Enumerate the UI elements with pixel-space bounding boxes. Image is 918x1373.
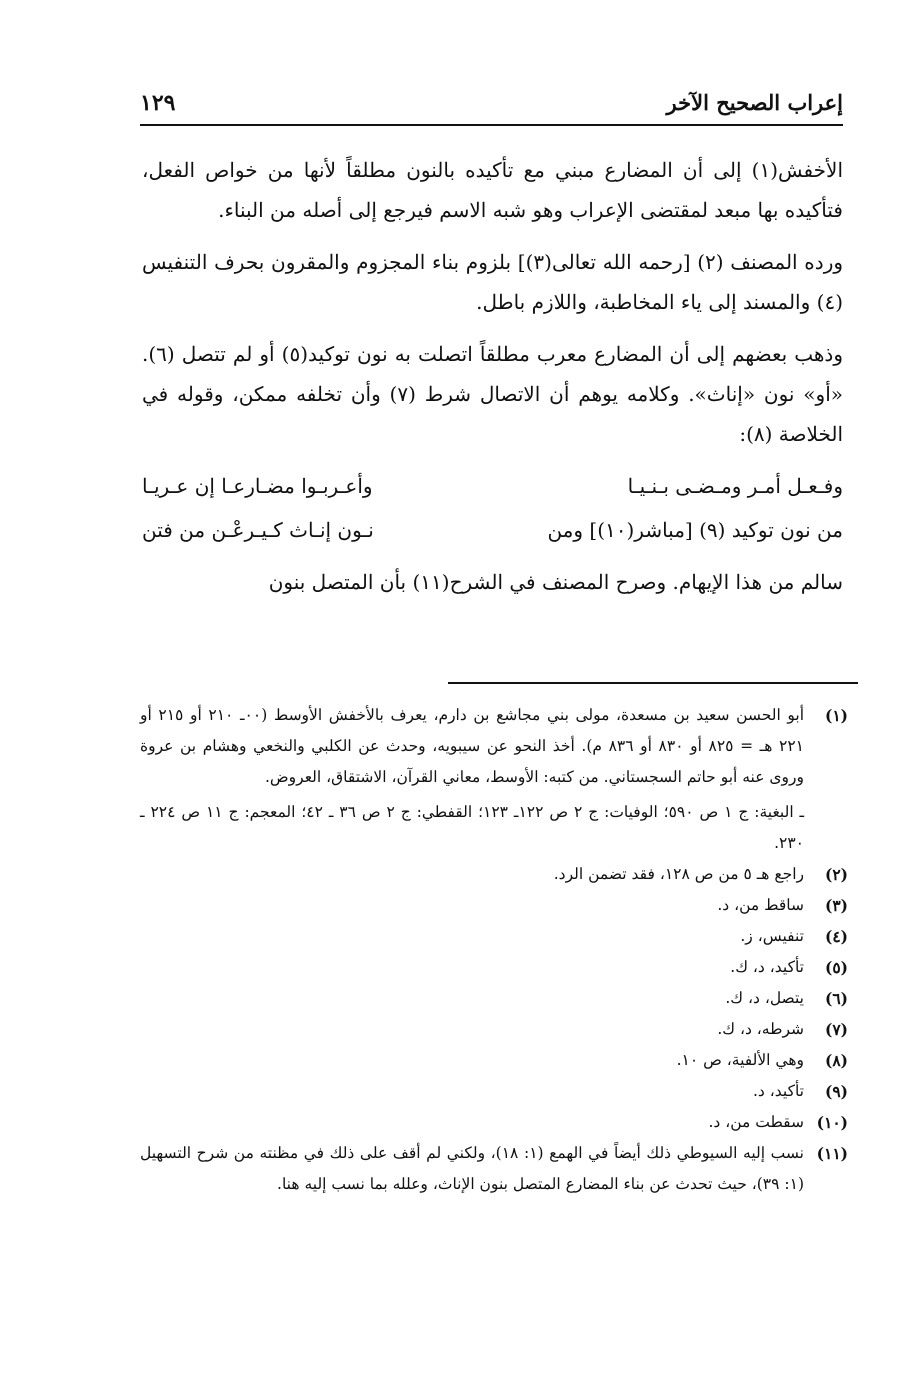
verse-2-first-hemistich: من نون توكيد (٩) [مباشر(١٠)] ومن [547,518,843,542]
poem-verses [142,466,843,554]
footnote-separator [448,682,858,684]
footnote-9 [140,1076,848,1107]
footnote-1 [140,700,848,793]
footnote-number: (٤) [824,927,848,946]
footnote-text: وهي الألفية، ص ١٠. [676,1051,804,1069]
footnote-number: (٢) [824,865,848,884]
paragraph-3: وذهب بعضهم إلى أن المضارع معرب مطلقاً اتصلت به نون توكيد(٥) أو لم تتصل (٦). «أو» نون «إناث». وكلامه يوهم أن الاتصال شرط (٧) وأن تخلفه ممكن، وقوله في الخلاصة (٨): [142,342,843,446]
footnote-text: ساقط من، د. [717,896,804,914]
verse-1-first-hemistich: وفـعـل أمـر ومـضـى بـنـيـا [627,474,843,498]
footnote-4 [140,921,848,952]
footnote-text: تأكيد، د. [753,1082,804,1100]
footnote-5 [140,952,848,983]
footnote-text: شرطه، د، ك. [717,1020,804,1038]
footnote-number: (١٠) [816,1113,848,1132]
footnote-number: (٥) [824,958,848,977]
footnote-11 [140,1138,848,1200]
verse-2 [142,510,843,550]
footnote-text: تأكيد، د، ك. [730,958,804,976]
paragraph-1: الأخفش(١) إلى أن المضارع مبني مع تأكيده بالنون مطلقاً لأنها من خواص الفعل، فتأكيده بها مبعد لمقتضى الإعراب وهو شبه الاسم فيرجع إلى أصله من البناء. [142,158,843,222]
verse-1-second-hemistich: وأعـربـوا مضـارعـا إن عـريـا [142,474,373,498]
paragraph-4: سالم من هذا الإيهام. وصرح المصنف في الشرح(١١) بأن المتصل بنون [268,570,843,594]
footnote-2 [140,859,848,890]
footnote-text: تنفيس، ز. [740,927,804,945]
footnote-number: (٦) [824,989,848,1008]
footnote-number: (٨) [824,1051,848,1070]
running-header [140,88,843,126]
running-title: إعراب الصحيح الآخر [666,90,843,115]
footnote-number: (٩) [824,1082,848,1101]
footnote-1-sources: ـ البغية: ج ١ ص ٥٩٠؛ الوفيات: ج ٢ ص ١٢٢ـ ١٢٣؛ القفطي: ج ٢ ص ٣٦ ـ ٤٢؛ المعجم: ج ١١ ص ٢٢٤ ـ ٢٣٠. [140,803,805,852]
footnote-text: أبو الحسن سعيد بن مسعدة، مولى بني مجاشع بن دارم، يعرف بالأخفش الأوسط (٠٠ـ ٢١٠ أو ٢١٥ أو ٢٢١ هـ = ٨٢٥ أو ٨٣٠ أو ٨٣٦ م). أخذ النحو عن سيبويه، وحدث عن الكلبي والنخعي وهشام بن عروة وروى عنه أبو حاتم السجستاني. من كتبه: الأوسط، معاني القرآن، الاشتقاق، العروض. [140,706,805,786]
footnote-text: يتصل، د، ك. [725,989,804,1007]
footnote-7 [140,1014,848,1045]
footnote-8 [140,1045,848,1076]
main-text [142,150,843,614]
footnote-text: نسب إليه السيوطي ذلك أيضاً في الهمع (١: ١٨)، ولكني لم أقف على ذلك في مظنته من شرح التسهيل (١: ٣٩)، حيث تحدث عن بناء المضارع المتصل بنون الإناث، وعلله بما نسب إليه هنا. [140,1144,804,1193]
paragraph-2: ورده المصنف (٢) [رحمه الله تعالى(٣)] بلزوم بناء المجزوم والمقرون بحرف التنفيس (٤) والمسند إلى ياء المخاطبة، واللازم باطل. [142,250,844,314]
footnote-10 [140,1107,848,1138]
footnote-text: راجع هـ ٥ من ص ١٢٨، فقد تضمن الرد. [553,865,804,883]
footnote-number: (١١) [816,1144,848,1163]
verse-2-second-hemistich: نـون إنـاث كـيـرعْـن من فتن [142,518,374,542]
page-number: ١٢٩ [140,90,176,116]
footnote-number: (٣) [824,896,848,915]
footnote-6 [140,983,848,1014]
verse-1 [142,466,843,506]
footnote-text: سقطت من، د. [708,1113,804,1131]
footnote-3 [140,890,848,921]
footnote-number: (٧) [824,1020,848,1039]
footnotes [140,700,848,1200]
footnote-number: (١) [824,706,848,725]
